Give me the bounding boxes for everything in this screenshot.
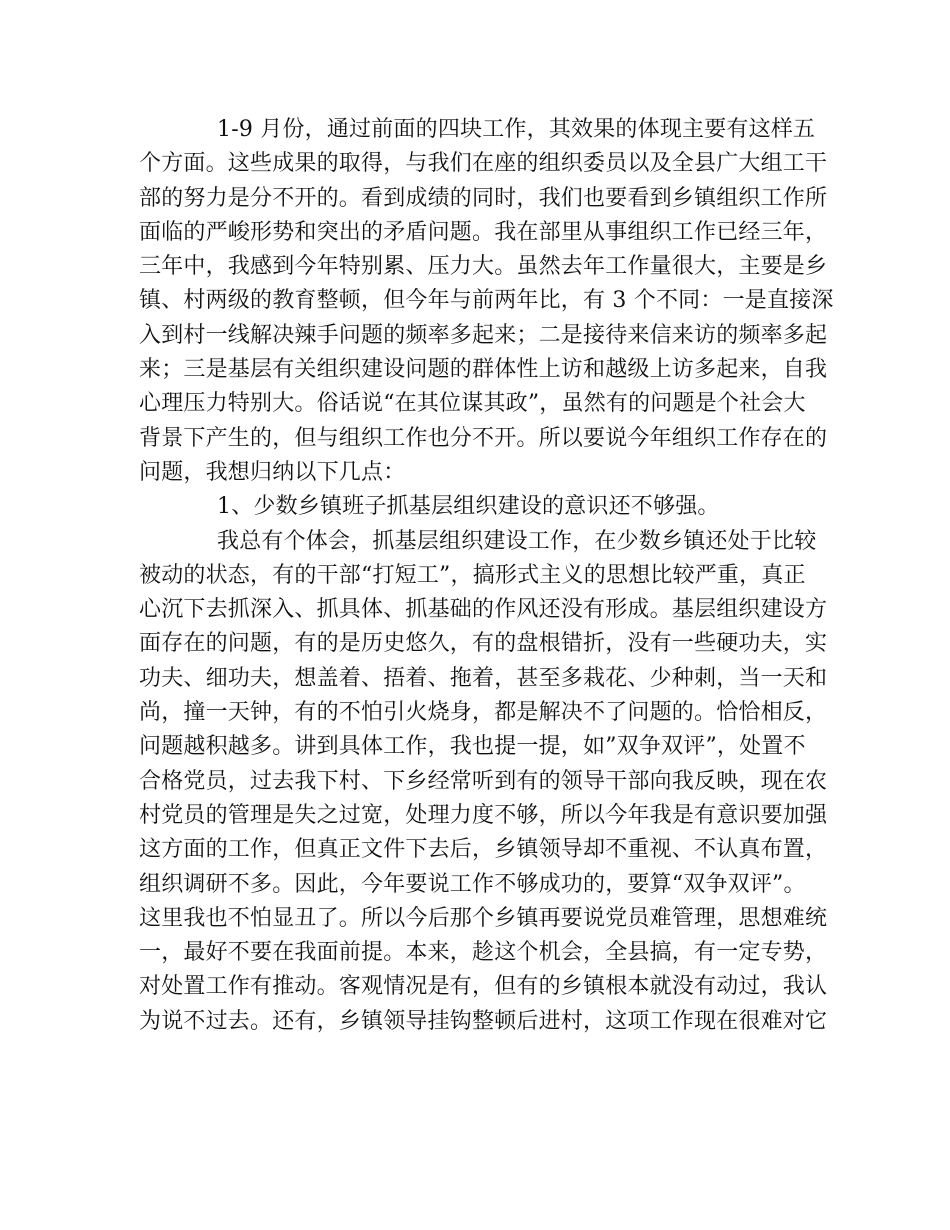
text-line: 尚，撞一天钟，有的不怕引火烧身，都是解决不了问题的。恰恰相反， xyxy=(139,700,828,726)
text-line: 个方面。这些成果的取得，与我们在座的组织委员以及全县广大组工干 xyxy=(139,151,828,177)
text-line: 三年中，我感到今年特别累、压力大。虽然去年工作量很大，主要是乡 xyxy=(139,254,828,280)
text-line: 心沉下去抓深入、抓具体、抓基础的作风还没有形成。基层组织建设方 xyxy=(139,597,828,623)
text-line: 被动的状态，有的干部“打短工”，搞形式主义的思想比较严重，真正 xyxy=(139,562,806,588)
heading-line: 1、少数乡镇班子抓基层组织建设的意识还不够强。 xyxy=(217,494,720,520)
text-line: 这里我也不怕显丑了。所以今后那个乡镇再要说党员难管理，思想难统 xyxy=(139,905,828,931)
paragraph-intro xyxy=(139,113,834,490)
text-line: 村党员的管理是失之过宽，处理力度不够，所以今年我是有意识要加强 xyxy=(139,802,828,828)
text-line: 面临的严峻形势和突出的矛盾问题。我在部里从事组织工作已经三年， xyxy=(139,219,828,245)
text-line: 合格党员，过去我下村、下乡经常听到有的领导干部向我反映，现在农 xyxy=(139,768,828,794)
text-line: 问题，我想归纳以下几点： xyxy=(139,459,406,485)
text-line: 为说不过去。还有，乡镇领导挂钩整顿后进村，这项工作现在很难对它 xyxy=(139,1008,828,1034)
text-line: 功夫、细功夫，想盖着、捂着、拖着，甚至多栽花、少种刺，当一天和 xyxy=(139,665,828,691)
text-line: 一，最好不要在我面前提。本来，趁这个机会，全县搞，有一定专势， xyxy=(139,940,828,966)
document-body xyxy=(139,113,834,1039)
text-line: 组织调研不多。因此，今年要说工作不够成功的，要算“双争双评”。 xyxy=(139,871,806,897)
text-line: 1-9 月份，通过前面的四块工作，其效果的体现主要有这样五 xyxy=(217,117,816,142)
text-line: 背景下产生的，但与组织工作也分不开。所以要说今年组织工作存在的 xyxy=(139,425,828,451)
text-line: 面存在的问题，有的是历史悠久，有的盘根错折，没有一些硬功夫，实 xyxy=(139,631,828,657)
text-line: 对处置工作有推动。客观情况是有，但有的乡镇根本就没有动过，我认 xyxy=(139,974,828,1000)
text-line: 镇、村两级的教育整顿，但今年与前两年比，有 3 个不同：一是直接深 xyxy=(139,288,834,314)
text-line: 来；三是基层有关组织建设问题的群体性上访和越级上访多起来，自我 xyxy=(139,357,828,383)
text-line: 这方面的工作，但真正文件下去后，乡镇领导却不重视、不认真布置， xyxy=(139,837,828,863)
text-line: 问题越积越多。讲到具体工作，我也提一提，如”双争双评”，处置不 xyxy=(139,734,806,760)
text-line: 部的努力是分不开的。看到成绩的同时，我们也要看到乡镇组织工作所 xyxy=(139,185,828,211)
text-line: 入到村一线解决辣手问题的频率多起来；二是接待来信来访的频率多起 xyxy=(139,322,828,348)
paragraph-body xyxy=(139,525,828,1039)
text-line: 心理压力特别大。俗话说“在其位谋其政”，虽然有的问题是个社会大 xyxy=(139,391,806,417)
section-heading xyxy=(139,490,819,524)
text-line: 我总有个体会，抓基层组织建设工作，在少数乡镇还处于比较 xyxy=(217,528,817,554)
